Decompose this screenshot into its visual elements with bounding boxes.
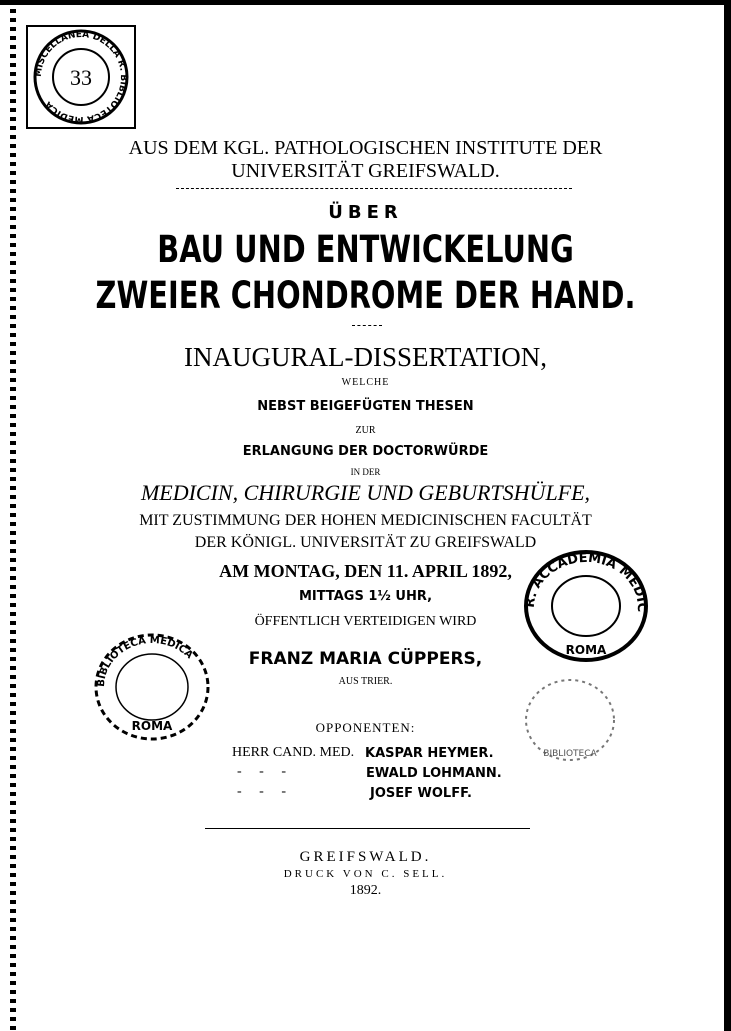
title-line-2: ZWEIER CHONDROME DER HAND. — [95, 274, 636, 317]
title-pre: ÜBER — [328, 202, 403, 223]
opponent-ditto-2: - - - — [237, 784, 286, 799]
svg-text:BIBLIOTECA MEDICA: BIBLIOTECA MEDICA — [95, 634, 195, 688]
dissertation-thesen: NEBST BEIGEFÜGTEN THESEN — [257, 399, 474, 414]
title-rule — [352, 325, 382, 326]
dissertation-public: ÖFFENTLICH VERTEIDIGEN WIRD — [254, 614, 477, 629]
opponent-prefix: HERR CAND. MED. — [232, 745, 355, 760]
opponent-name-2: EWALD LOHMANN. — [366, 766, 502, 781]
academy-stamp-right — [520, 546, 652, 666]
dissertation-time: MITTAGS 1½ UHR, — [298, 589, 433, 604]
scan-top-edge — [0, 0, 731, 5]
dissertation-date: AM MONTAG, DEN 11. APRIL 1892, — [219, 561, 512, 581]
dissertation-doctor: ERLANGUNG DER DOCTORWÜRDE — [242, 444, 489, 459]
imprint-printer: DRUCK VON C. SELL. — [283, 868, 448, 880]
svg-text:ROMA: ROMA — [565, 643, 607, 657]
dissertation-approval-1: MIT ZUSTIMMUNG DER HOHEN MEDICINISCHEN FACULTÄT — [139, 512, 592, 529]
svg-text:33: 33 — [70, 65, 92, 90]
dissertation-heading: INAUGURAL-DISSERTATION, — [184, 342, 547, 372]
svg-text:BIBLIOTECA: BIBLIOTECA — [543, 749, 597, 759]
imprint-city: GREIFSWALD. — [299, 849, 432, 865]
svg-text:ROMA: ROMA — [131, 719, 173, 733]
header-rule — [176, 188, 572, 189]
library-stamp-top-left — [22, 22, 140, 132]
svg-text:R. ACCADEMIA MEDICA: R. ACCADEMIA MEDIC — [522, 550, 650, 613]
dissertation-welche: WELCHE — [341, 377, 390, 388]
dissertation-fields: MEDICIN, CHIRURGIE UND GEBURTSHÜLFE, — [140, 480, 591, 505]
title-line-1: BAU UND ENTWICKELUNG — [157, 228, 574, 271]
author-name: FRANZ MARIA CÜPPERS, — [248, 649, 483, 669]
institute-line-1: AUS DEM KGL. PATHOLOGISCHEN INSTITUTE DER — [128, 137, 603, 159]
dissertation-zur: ZUR — [355, 425, 376, 436]
dissertation-inder: IN DER — [350, 467, 381, 477]
opponent-name-1: KASPAR HEYMER. — [365, 746, 494, 761]
imprint-year: 1892. — [349, 883, 382, 898]
author-origin: AUS TRIER. — [338, 676, 393, 687]
dissertation-approval-2: DER KÖNIGL. UNIVERSITÄT ZU GREIFSWALD — [194, 534, 537, 551]
opponent-ditto-1: - - - — [237, 764, 286, 779]
svg-text:MISCELLANEA DELLA R. BIBLIOTEC: MISCELLANEA DELLA R. BIBLIOTECA MEDICA — [33, 29, 129, 125]
opponent-name-3: JOSEF WOLFF. — [370, 786, 473, 801]
institute-line-2: UNIVERSITÄT GREIFSWALD. — [231, 160, 500, 182]
imprint-rule — [205, 828, 530, 829]
opponents-heading: OPPONENTEN: — [315, 720, 416, 735]
